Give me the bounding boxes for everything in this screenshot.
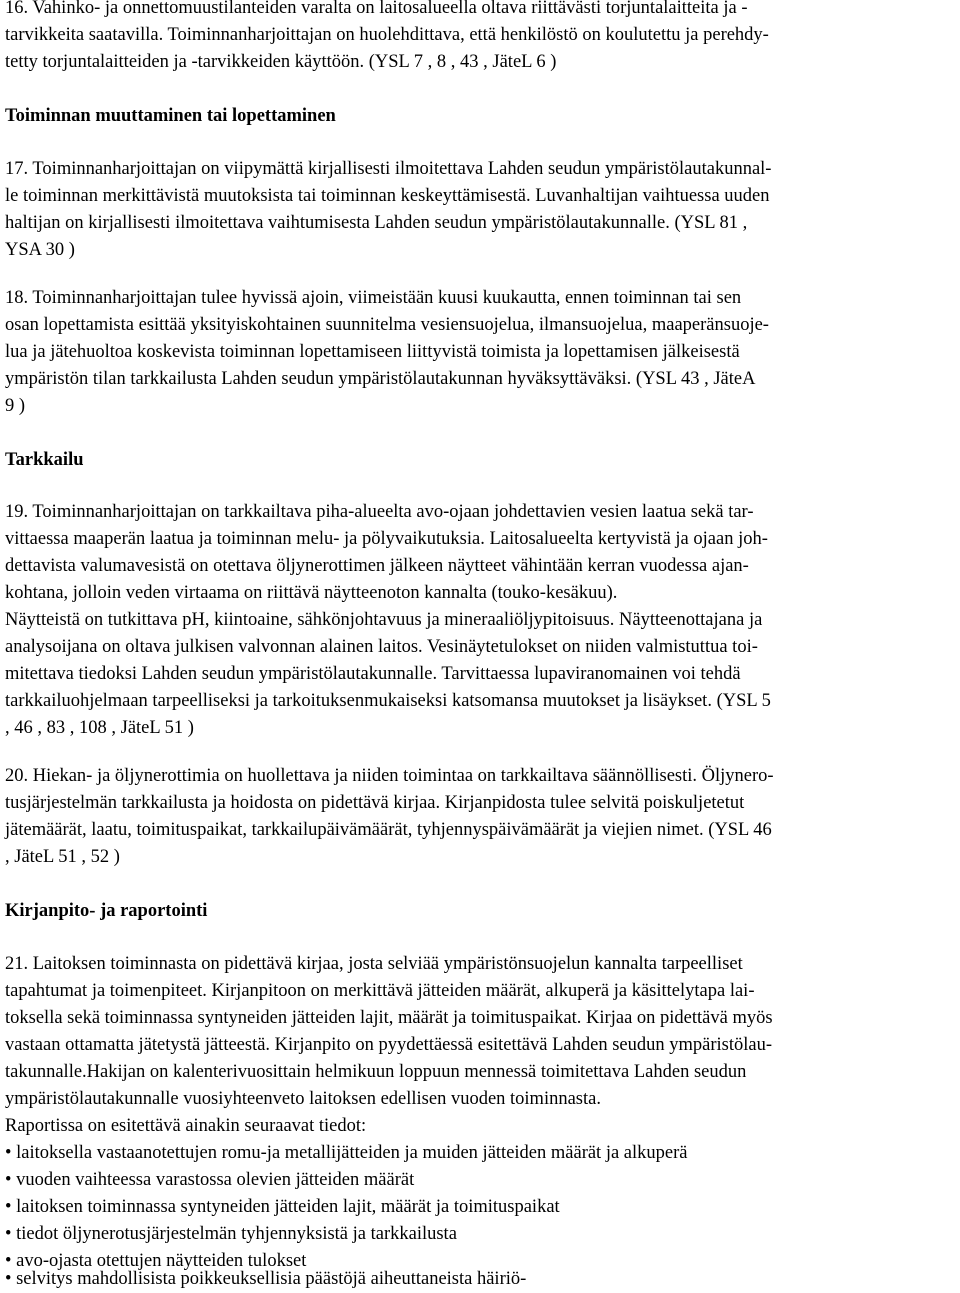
list-item-bullet-1: • laitoksella vastaanotettujen romu-ja metallijätteiden ja muiden jätteiden määrät ja alkuperä bbox=[5, 1143, 688, 1163]
item-20-line-1: 20. Hiekan- ja öljynerottimia on huollettava ja niiden toimintaa on tarkkailtava säännöllisesti. Öljynero- bbox=[5, 766, 774, 786]
item-18-line-3: lua ja jätehuoltoa koskevista toiminnan lopettamiseen liittyvistä toimista ja lopettamisen jälkeisestä bbox=[5, 342, 740, 362]
item-18-line-5: 9 ) bbox=[5, 396, 26, 416]
item-20-line-4: , JäteL 51 , 52 ) bbox=[5, 847, 120, 867]
item-21-line-3: toksella sekä toiminnassa syntyneiden jätteiden lajit, määrät ja toimituspaikat. Kirjaa on pidettävä myös bbox=[5, 1008, 773, 1028]
item-21-line-5: takunnalle.Hakijan on kalenterivuosittain helmikuun loppuun mennessä toimitettava Lahden seudun bbox=[5, 1062, 747, 1082]
item-19-line-2: vittaessa maaperän laatua ja toiminnan melu- ja pölyvaikutuksia. Laitosalueelta kertyvistä ja ojaan joh- bbox=[5, 529, 768, 549]
item-19-line-3: dettavista valumavesistä on otettava öljynerottimen jälkeen näytteet vähintään kerran vuodessa ajan- bbox=[5, 556, 749, 576]
item-19-line-5: Näytteistä on tutkittava pH, kiintoaine, sähkönjohtavuus ja mineraaliöljypitoisuus. Näytteenottajana ja bbox=[5, 610, 763, 630]
item-17-line-3: haltijan on kirjallisesti ilmoitettava vaihtumisesta Lahden seudun ympäristölautakunnalle. (YSL 81 , bbox=[5, 213, 748, 233]
item-19-line-1: 19. Toiminnanharjoittajan on tarkkailtava piha-alueelta avo-ojaan johdettavien vesien laatua sekä tar- bbox=[5, 502, 754, 522]
item-19-line-8: tarkkailuohjelmaan tarpeelliseksi ja tarkoituksenmukaiseksi katsomansa muutokset ja lisäykset. (YSL 5 bbox=[5, 691, 771, 711]
item-16-line-1: 16. Vahinko- ja onnettomuustilanteiden varalta on laitosalueella oltava riittävästi torjuntalaitteita ja - bbox=[5, 0, 748, 18]
item-19-line-4: kohtana, jolloin veden virtaama on riittävä näytteenoton kannalta (touko-kesäkuu). bbox=[5, 583, 618, 603]
item-17-line-4: YSA 30 ) bbox=[5, 240, 75, 260]
item-18-line-2: osan lopettamista esittää yksityiskohtainen suunnitelma vesiensuojelua, ilmansuojelua, maaperänsuoje- bbox=[5, 315, 769, 335]
list-item-bullet-6: • selvitys mahdollisista poikkeuksellisia päästöjä aiheuttaneista häiriö- bbox=[5, 1269, 527, 1289]
item-16-line-2: tarvikkeita saatavilla. Toiminnanharjoittajan on huolehdittava, että henkilöstö on koulutettu ja perehdy- bbox=[5, 25, 769, 45]
item-20-line-2: tusjärjestelmän tarkkailusta ja hoidosta on pidettävä kirjaa. Kirjanpidosta tulee selvitä poiskuljetetut bbox=[5, 793, 745, 813]
item-21-line-4: vastaan ottamatta jätetystä jätteestä. Kirjanpito on pyydettäessä esitettävä Lahden seudun ympäristölau- bbox=[5, 1035, 772, 1055]
list-item-bullet-3: • laitoksen toiminnassa syntyneiden jätteiden lajit, määrät ja toimituspaikat bbox=[5, 1197, 560, 1217]
section-heading-monitoring: Tarkkailu bbox=[5, 450, 84, 470]
item-18-line-4: ympäristön tilan tarkkailusta Lahden seudun ympäristölautakunnan hyväksyttäväksi. (YSL 43 , JäteA bbox=[5, 369, 756, 389]
item-17-line-2: le toiminnan merkittävistä muutoksista tai toiminnan keskeyttämisestä. Luvanhaltijan vaihtuessa uuden bbox=[5, 186, 770, 206]
section-heading-bookkeeping: Kirjanpito- ja raportointi bbox=[5, 901, 208, 921]
item-21-line-6: ympäristölautakunnalle vuosiyhteenveto laitoksen edellisen vuoden toiminnasta. bbox=[5, 1089, 601, 1109]
item-17-line-1: 17. Toiminnanharjoittajan on viipymättä kirjallisesti ilmoitettava Lahden seudun ympäristölautakunnal- bbox=[5, 159, 772, 179]
item-21-line-7: Raportissa on esitettävä ainakin seuraavat tiedot: bbox=[5, 1116, 367, 1136]
item-19-line-9: , 46 , 83 , 108 , JäteL 51 ) bbox=[5, 718, 194, 738]
item-19-line-7: mitettava tiedoksi Lahden seudun ympäristölautakunnalle. Tarvittaessa lupaviranomainen voi tehdä bbox=[5, 664, 741, 684]
list-item-bullet-2: • vuoden vaihteessa varastossa olevien jätteiden määrät bbox=[5, 1170, 415, 1190]
item-21-line-1: 21. Laitoksen toiminnasta on pidettävä kirjaa, josta selviää ympäristönsuojelun kannalta tarpeelliset bbox=[5, 954, 743, 974]
list-item-bullet-5: • avo-ojasta otettujen näytteiden tulokset bbox=[5, 1251, 307, 1271]
section-heading-operation-change: Toiminnan muuttaminen tai lopettaminen bbox=[5, 106, 336, 126]
item-16-line-3: tetty torjuntalaitteiden ja -tarvikkeiden käyttöön. (YSL 7 , 8 , 43 , JäteL 6 ) bbox=[5, 52, 557, 72]
item-19-line-6: analysoijana on oltava julkisen valvonnan alainen laitos. Vesinäytetulokset on niiden valmistuttua toi- bbox=[5, 637, 758, 657]
list-item-bullet-4: • tiedot öljynerotusjärjestelmän tyhjennyksistä ja tarkkailusta bbox=[5, 1224, 457, 1244]
item-20-line-3: jätemäärät, laatu, toimituspaikat, tarkkailupäivämäärät, tyhjennyspäivämäärät ja viejien nimet. (YSL 46 bbox=[5, 820, 772, 840]
item-18-line-1: 18. Toiminnanharjoittajan tulee hyvissä ajoin, viimeistään kuusi kuukautta, ennen toiminnan tai sen bbox=[5, 288, 742, 308]
item-21-line-2: tapahtumat ja toimenpiteet. Kirjanpitoon on merkittävä jätteiden määrät, alkuperä ja käsittelytapa lai- bbox=[5, 981, 755, 1001]
